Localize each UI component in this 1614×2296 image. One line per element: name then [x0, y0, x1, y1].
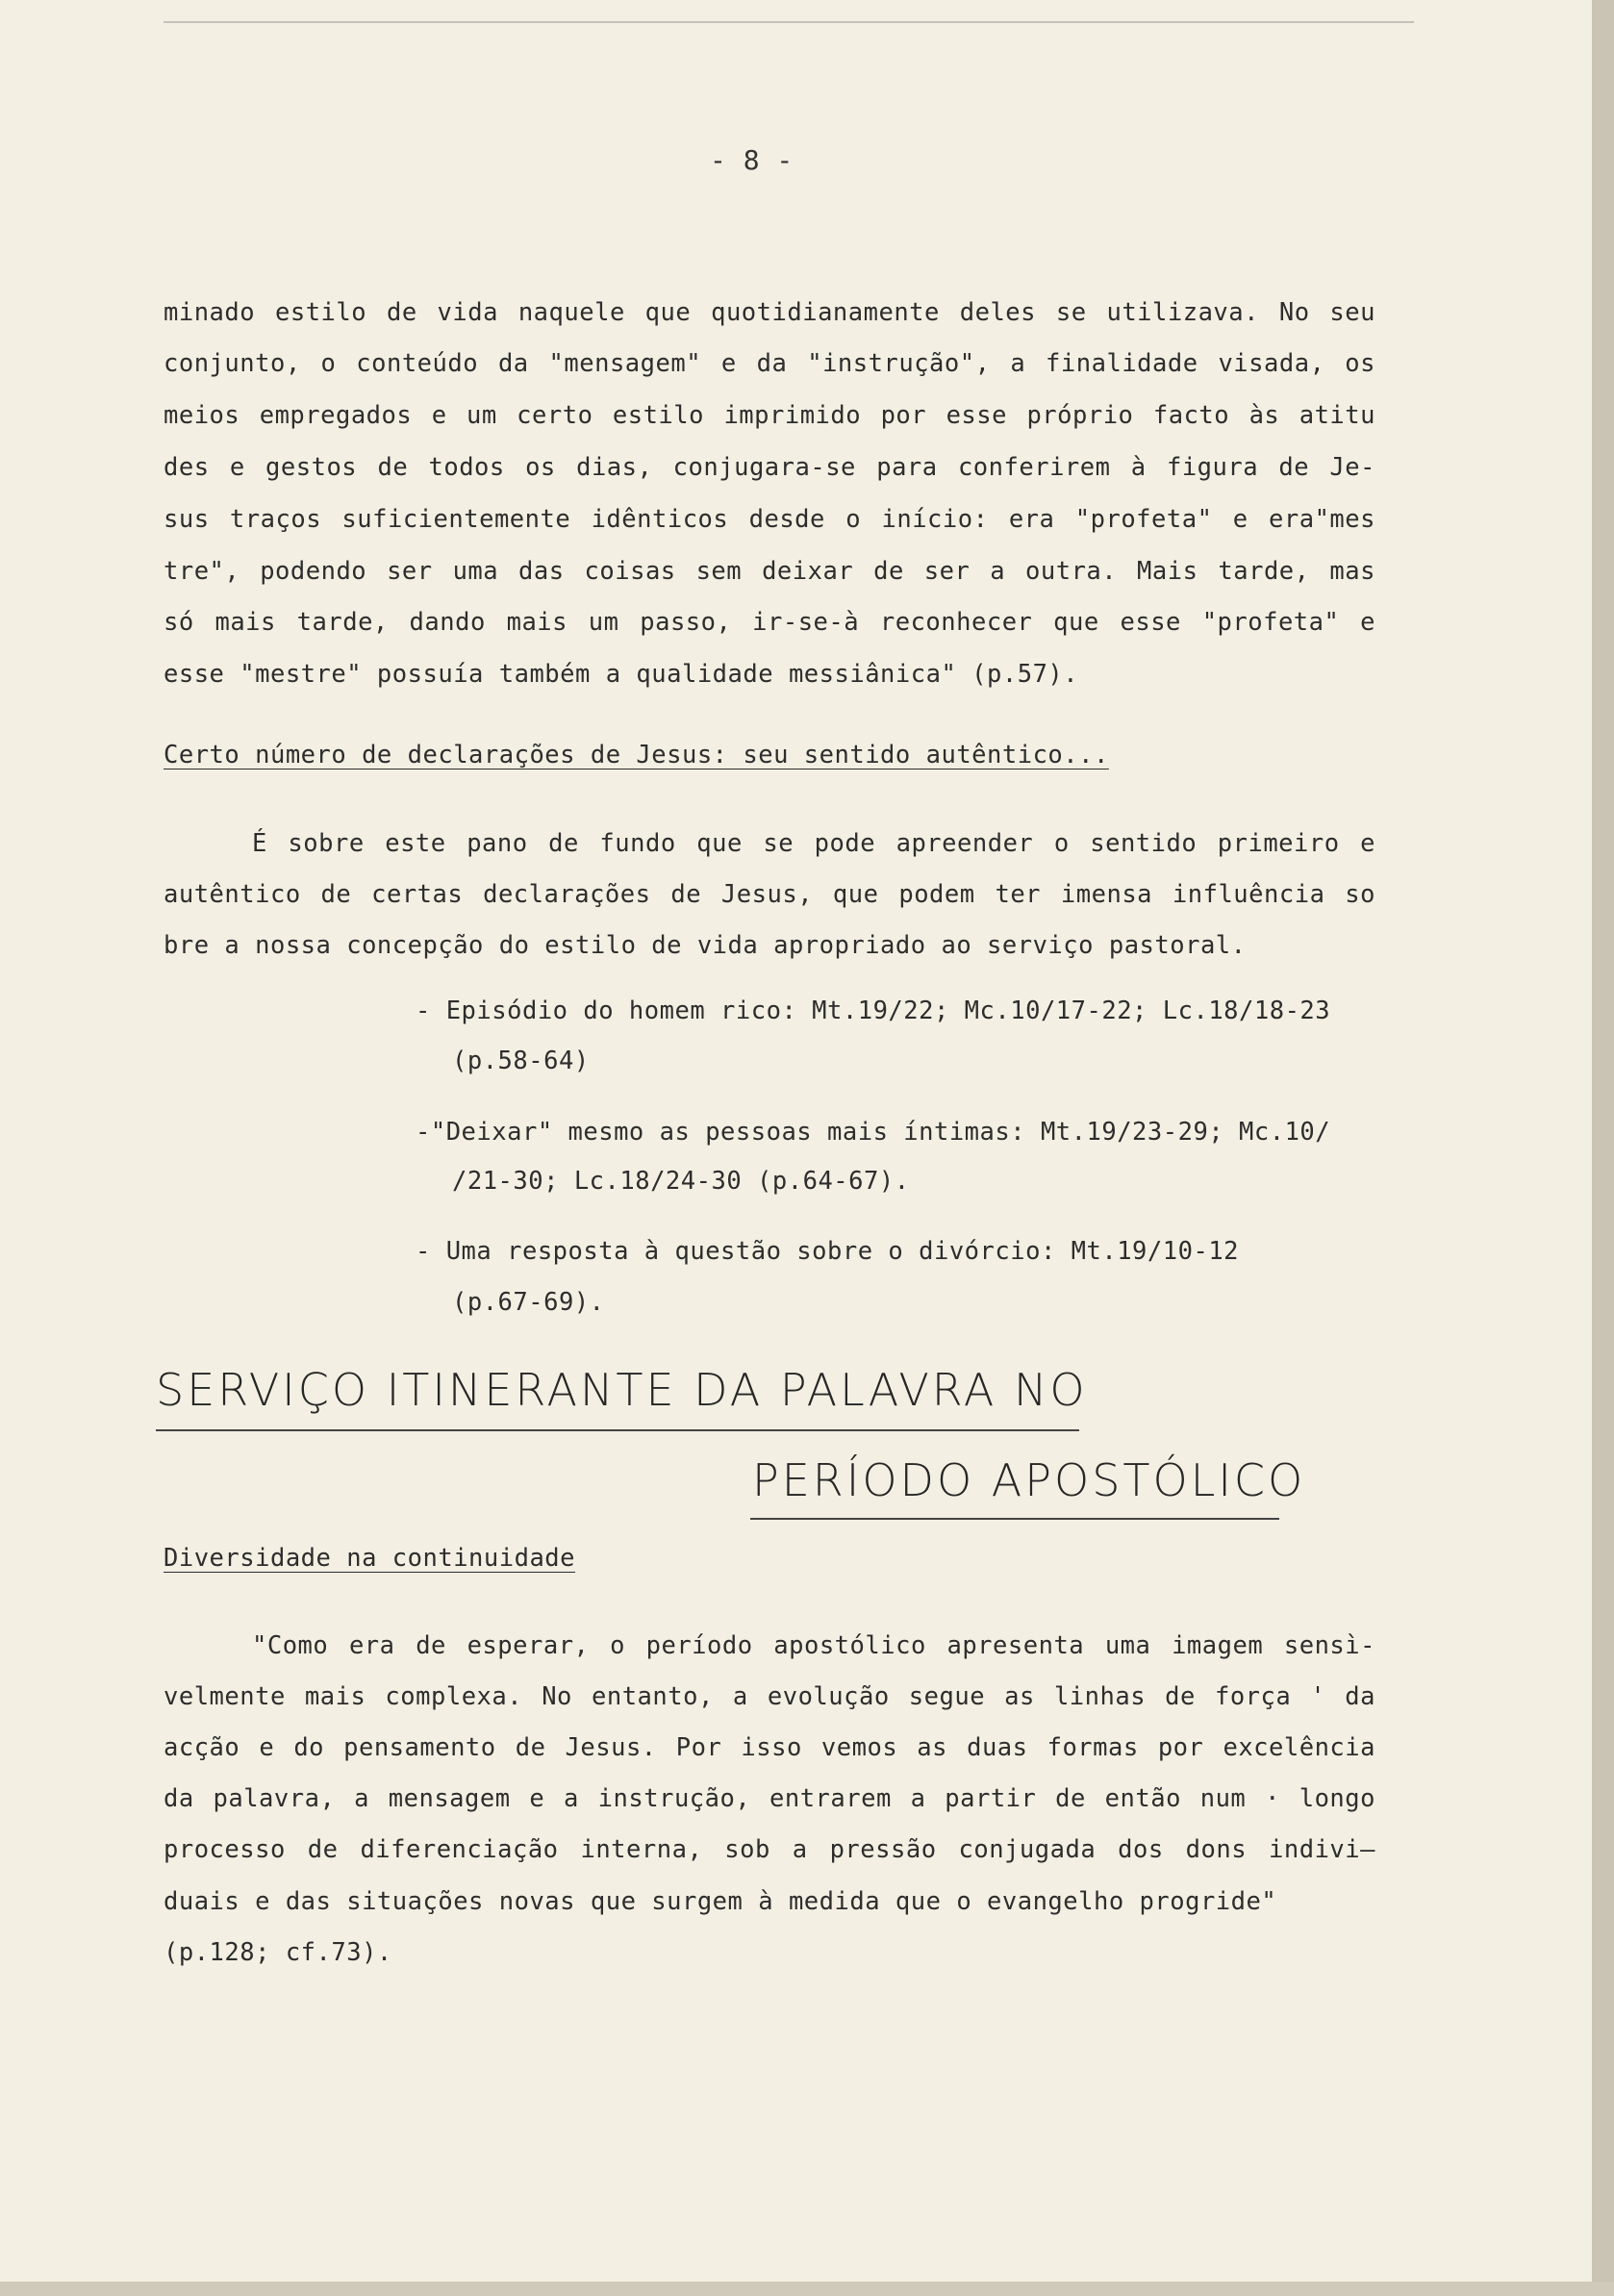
text-line: des e gestos de todos os dias, conjugara-se para conferirem à figura de Je- — [164, 453, 1375, 482]
text-line: só mais tarde, dando mais um passo, ir-se-à reconhecer que esse "profeta" e — [164, 608, 1375, 637]
text-line: esse "mestre" possuía também a qualidade messiânica" (p.57). — [164, 660, 1079, 689]
list-item-line: - Episódio do homem rico: Mt.19/22; Mc.10/17-22; Lc.18/18-23 — [416, 997, 1331, 1025]
text-line: "Como era de esperar, o período apostólico apresenta uma imagem sensì- — [252, 1631, 1375, 1660]
list-item-line: (p.58-64) — [452, 1047, 590, 1075]
top-edge-line — [164, 21, 1414, 23]
title-underline — [750, 1518, 1279, 1520]
text-line: sus traços suficientemente idênticos desde o início: era "profeta" e era"mes — [164, 505, 1375, 534]
text-line: da palavra, a mensagem e a instrução, entrarem a partir de então num · longo — [164, 1784, 1375, 1813]
text-line: bre a nossa concepção do estilo de vida apropriado ao serviço pastoral. — [164, 931, 1247, 960]
text-line: meios empregados e um certo estilo imprimido por esse próprio facto às atitu — [164, 401, 1375, 430]
list-item-line: /21-30; Lc.18/24-30 (p.64-67). — [452, 1167, 910, 1196]
page-edge-bottom — [0, 2282, 1614, 2296]
text-line: É sobre este pano de fundo que se pode apreender o sentido primeiro e — [252, 829, 1375, 858]
text-line: (p.128; cf.73). — [164, 1938, 392, 1967]
section-title-line-1: SERVIÇO ITINERANTE DA PALAVRA NO — [156, 1364, 1088, 1416]
text-line: tre", podendo ser uma das coisas sem deixar de ser a outra. Mais tarde, mas — [164, 557, 1375, 586]
text-line: conjunto, o conteúdo da "mensagem" e da "instrução", a finalidade visada, os — [164, 349, 1375, 378]
text-line: duais e das situações novas que surgem à medida que o evangelho progride" — [164, 1887, 1277, 1916]
list-item-line: -"Deixar" mesmo as pessoas mais íntimas: Mt.19/23-29; Mc.10/ — [416, 1118, 1331, 1147]
title-underline — [156, 1429, 1079, 1431]
page-edge-right — [1592, 0, 1614, 2296]
subheading-diversity: Diversidade na continuidade — [164, 1544, 576, 1573]
list-item-line: (p.67-69). — [452, 1288, 605, 1317]
page-number: - 8 - — [710, 144, 794, 176]
section-title-line-2: PERÍODO APOSTÓLICO — [752, 1454, 1306, 1506]
text-line: autêntico de certas declarações de Jesus, que podem ter imensa influência so — [164, 880, 1375, 909]
text-line: acção e do pensamento de Jesus. Por isso vemos as duas formas por excelência — [164, 1733, 1375, 1762]
text-line: velmente mais complexa. No entanto, a evolução segue as linhas de força ' da — [164, 1682, 1375, 1711]
subheading-declarations: Certo número de declarações de Jesus: seu sentido autêntico... — [164, 741, 1109, 770]
text-line: processo de diferenciação interna, sob a pressão conjugada dos dons indivi— — [164, 1835, 1375, 1864]
text-line: minado estilo de vida naquele que quotidianamente deles se utilizava. No seu — [164, 298, 1375, 327]
list-item-line: - Uma resposta à questão sobre o divórcio: Mt.19/10-12 — [416, 1237, 1240, 1266]
